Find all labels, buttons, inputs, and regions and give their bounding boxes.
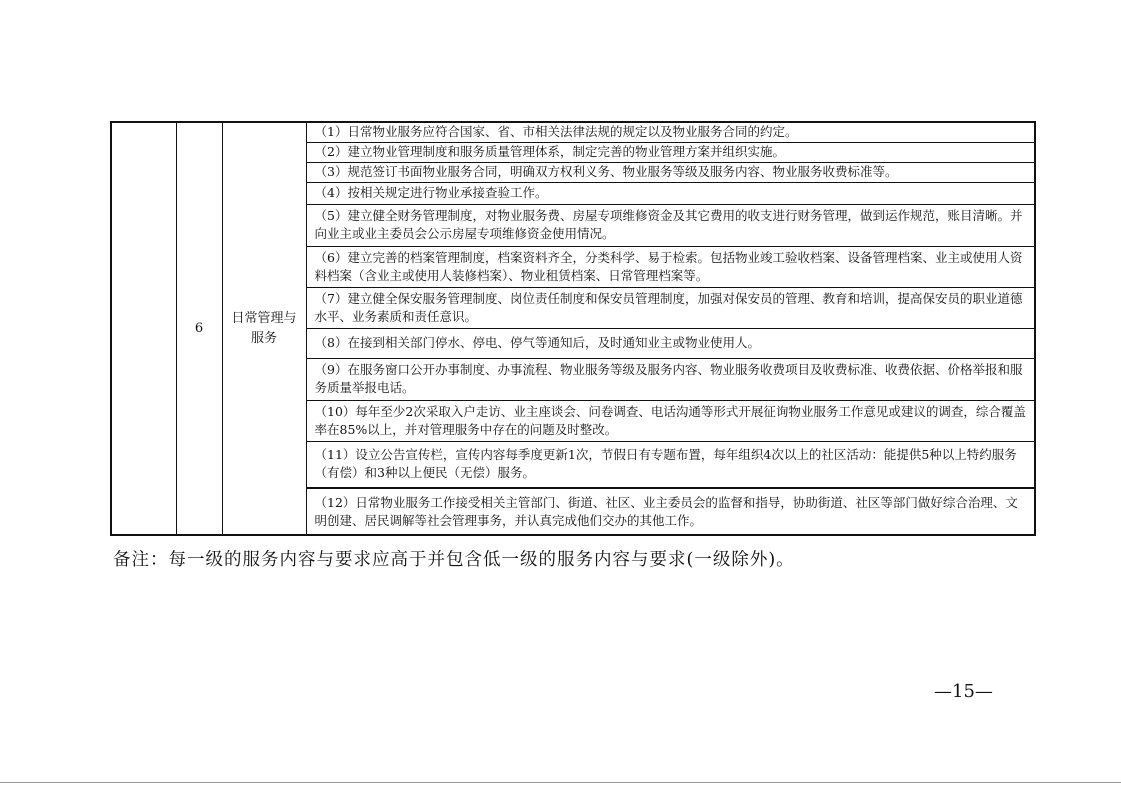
requirement-item: （8）在接到相关部门停水、停电、停气等通知后，及时通知业主或物业使用人。 [306,328,1035,358]
row-number-cell: 6 [176,122,222,535]
requirement-item: （10）每年至少2次采取入户走访、业主座谈会、问卷调查、电话沟通等形式开展征询物业服务工作意见或建议的调查，综合覆盖率在85%以上，并对管理服务中存在的问题及时整改。 [306,400,1035,441]
table-row [111,122,1035,142]
bottom-divider [0,782,1121,783]
requirement-item: （1）日常物业服务应符合国家、省、市相关法律法规的规定以及物业服务合同的约定。 [306,122,1035,142]
requirement-item: （5）建立健全财务管理制度，对物业服务费、房屋专项维修资金及其它费用的收支进行财务管理，做到运作规范，账目清晰。并向业主或业主委员会公示房屋专项维修资金使用情况。 [306,204,1035,246]
requirement-item: （6）建立完善的档案管理制度，档案资料齐全，分类科学、易于检索。包括物业竣工验收档案、设备管理档案、业主或使用人资料档案（含业主或使用人装修档案）、物业租赁档案、日常管理档案等。 [306,246,1035,287]
requirement-item: （9）在服务窗口公开办事制度、办事流程、物业服务等级及服务内容、物业服务收费项目及收费标准、收费依据、价格举报和服务质量举报电话。 [306,358,1035,400]
requirement-item: （3）规范签订书面物业服务合同，明确双方权利义务、物业服务等级及服务内容、物业服务收费标准等。 [306,162,1035,182]
blank-cell [111,122,176,535]
page-number: —15— [934,681,993,702]
requirement-item: （2）建立物业管理制度和服务质量管理体系，制定完善的物业管理方案并组织实施。 [306,142,1035,162]
category-label: 日常管理与服务 [231,310,297,346]
requirement-item: （7）建立健全保安服务管理制度、岗位责任制度和保安员管理制度，加强对保安员的管理、教育和培训，提高保安员的职业道德水平、业务素质和责任意识。 [306,287,1035,328]
category-cell [222,122,306,535]
requirement-item: （12）日常物业服务工作接受相关主管部门、街道、社区、业主委员会的监督和指导，协助街道、社区等部门做好综合治理、文明创建、居民调解等社会管理事务，并认真完成他们交办的其他工作。 [306,488,1035,535]
requirement-item: （4）按相关规定进行物业承接查验工作。 [306,182,1035,204]
service-requirements-table [110,121,1036,536]
requirement-item: （11）设立公告宣传栏，宣传内容每季度更新1次，节假日有专题布置，每年组织4次以上的社区活动：能提供5种以上特约服务（有偿）和3种以上便民（无偿）服务。 [306,441,1035,488]
footnote: 备注：每一级的服务内容与要求应高于并包含低一级的服务内容与要求(一级除外)。 [113,550,795,570]
